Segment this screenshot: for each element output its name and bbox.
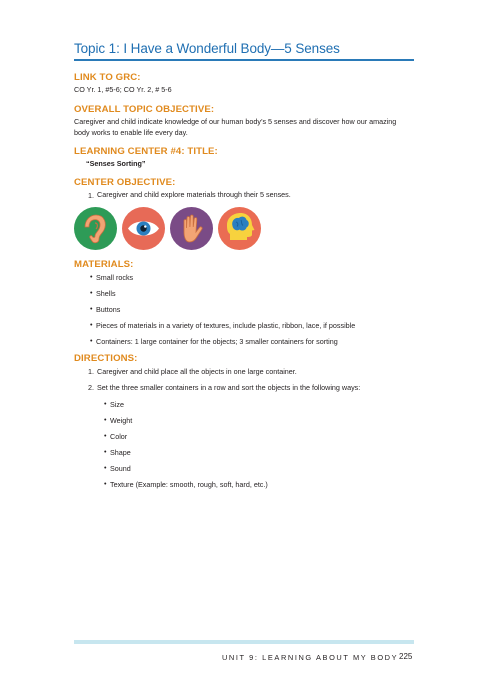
direction-step-number: 1. — [88, 367, 94, 376]
bullet-icon: • — [104, 399, 107, 408]
learning-center-title: “Senses Sorting” — [86, 159, 146, 168]
senses-icons-row — [74, 207, 264, 251]
sort-way-item: Weight — [110, 416, 133, 425]
materials-item: Buttons — [96, 305, 121, 314]
center-objective-number: 1. — [88, 191, 94, 200]
materials-heading: MATERIALS: — [74, 259, 134, 270]
center-objective-text: Caregiver and child explore materials through their 5 senses. — [97, 190, 291, 199]
bullet-icon: • — [90, 304, 93, 313]
directions-heading: DIRECTIONS: — [74, 353, 138, 364]
direction-step: Set the three smaller containers in a row and sort the objects in the following ways: — [97, 383, 361, 392]
link-to-grc-text: CO Yr. 1, #5-6; CO Yr. 2, # 5-6 — [74, 85, 172, 94]
objective-line-2: body works to enable life every day. — [74, 128, 188, 137]
bullet-icon: • — [90, 336, 93, 345]
bullet-icon: • — [104, 447, 107, 456]
sort-way-item: Size — [110, 400, 124, 409]
sort-way-item: Sound — [110, 464, 131, 473]
sort-way-item: Color — [110, 432, 128, 441]
bullet-icon: • — [104, 463, 107, 472]
materials-item: Shells — [96, 289, 116, 298]
bullet-icon: • — [104, 479, 107, 488]
link-to-grc-heading: LINK TO GRC: — [74, 72, 141, 83]
bullet-icon: • — [90, 272, 93, 281]
learning-center-heading: LEARNING CENTER #4: TITLE: — [74, 146, 218, 157]
direction-step-number: 2. — [88, 383, 94, 392]
hand-icon — [170, 207, 213, 250]
sort-way-item: Texture (Example: smooth, rough, soft, hard, etc.) — [110, 480, 268, 489]
center-objective-heading: CENTER OBJECTIVE: — [74, 177, 176, 188]
footer-divider — [74, 640, 414, 644]
title-divider — [74, 59, 414, 61]
materials-item: Containers: 1 large container for the objects; 3 smaller containers for sorting — [96, 337, 338, 346]
bullet-icon: • — [90, 320, 93, 329]
bullet-icon: • — [104, 431, 107, 440]
objective-line-1: Caregiver and child indicate knowledge of our human body’s 5 senses and discover how our amazing — [74, 117, 397, 126]
topic-title: Topic 1: I Have a Wonderful Body—5 Senses — [74, 41, 340, 56]
ear-icon — [74, 207, 117, 250]
direction-step: Caregiver and child place all the objects in one large container. — [97, 367, 297, 376]
brain-head-icon — [218, 207, 261, 250]
bullet-icon: • — [90, 288, 93, 297]
bullet-icon: • — [104, 415, 107, 424]
objective-heading: OVERALL TOPIC OBJECTIVE: — [74, 104, 215, 115]
sort-way-item: Shape — [110, 448, 131, 457]
footer-unit-title: UNIT 9: LEARNING ABOUT MY BODY — [222, 653, 399, 662]
materials-item: Pieces of materials in a variety of textures, include plastic, ribbon, lace, if possible — [96, 321, 356, 330]
materials-item: Small rocks — [96, 273, 134, 282]
page-number: 225 — [399, 652, 413, 661]
eye-icon — [122, 207, 165, 250]
